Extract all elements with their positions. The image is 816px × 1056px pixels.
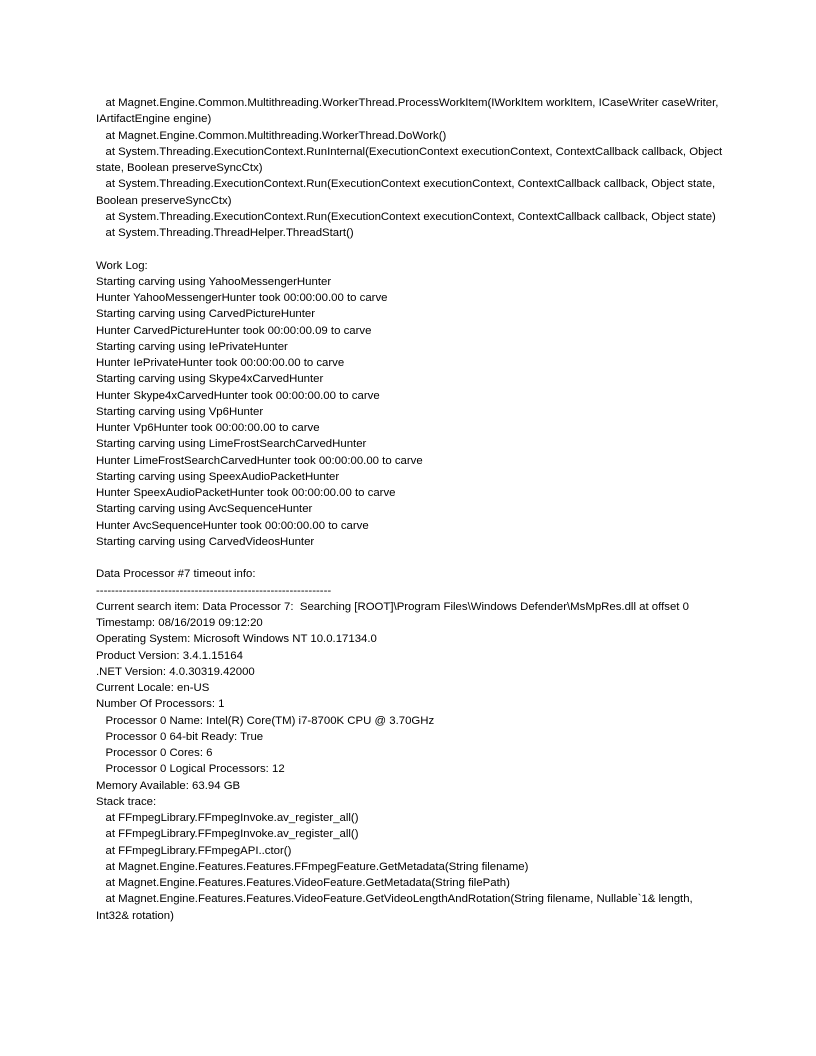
info-line: Stack trace:	[96, 795, 157, 808]
stack-line: at System.Threading.ExecutionContext.RunInternal(ExecutionContext executionContext, ContextCallback callback, Object state, Boolean preserveSyncCtx)	[96, 145, 726, 174]
info-line: Number Of Processors: 1	[96, 698, 225, 711]
blank-line	[96, 550, 724, 566]
work-log-line: Starting carving using Skype4xCarvedHunter	[96, 373, 324, 386]
info-line: Current search item: Data Processor 7: Searching [ROOT]\Program Files\Windows Defender\MsMpRes.dll at offset 0	[96, 600, 689, 613]
work-log-line: Hunter IePrivateHunter took 00:00:00.00 to carve	[96, 357, 345, 369]
info-line: at FFmpegLibrary.FFmpegAPI..ctor()	[96, 844, 292, 857]
log-document	[96, 95, 724, 924]
work-log-line: Starting carving using CarvedVideosHunter	[96, 535, 315, 548]
work-log-line: Hunter Skype4xCarvedHunter took 00:00:00.00 to carve	[96, 389, 380, 402]
stack-line: at System.Threading.ExecutionContext.Run(ExecutionContext executionContext, ContextCallback callback, Object state)	[96, 210, 716, 223]
work-log-line: Starting carving using Vp6Hunter	[96, 405, 264, 418]
work-log-line: Starting carving using IePrivateHunter	[96, 340, 288, 353]
stack-line: at Magnet.Engine.Common.Multithreading.WorkerThread.DoWork()	[96, 129, 447, 142]
info-line: at Magnet.Engine.Features.Features.FFmpegFeature.GetMetadata(String filename)	[96, 860, 529, 873]
stack-line: at System.Threading.ExecutionContext.Run(ExecutionContext executionContext, ContextCallback callback, Object state, Boolean preserveSyncCtx)	[96, 178, 719, 207]
info-line: Operating System: Microsoft Windows NT 10.0.17134.0	[96, 633, 377, 646]
work-log-line: Hunter YahooMessengerHunter took 00:00:00.00 to carve	[96, 292, 388, 304]
work-log-line: Hunter LimeFrostSearchCarvedHunter took 00:00:00.00 to carve	[96, 454, 423, 467]
timeout-info-section	[96, 566, 724, 924]
info-line: Timestamp: 08/16/2019 09:12:20	[96, 617, 263, 629]
info-line: at Magnet.Engine.Features.Features.VideoFeature.GetMetadata(String filePath)	[96, 877, 510, 889]
work-log-heading: Work Log:	[96, 259, 148, 272]
info-line: Processor 0 Logical Processors: 12	[96, 763, 285, 776]
separator-line: --------------------------------------------------------------	[96, 584, 332, 597]
work-log-line: Starting carving using AvcSequenceHunter	[96, 503, 313, 516]
work-log-line: Hunter CarvedPictureHunter took 00:00:00.09 to carve	[96, 324, 372, 337]
info-line: at FFmpegLibrary.FFmpegInvoke.av_register_all()	[96, 812, 359, 824]
work-log-line: Starting carving using CarvedPictureHunter	[96, 308, 316, 321]
info-line: Memory Available: 63.94 GB	[96, 779, 241, 792]
info-line: Processor 0 Cores: 6	[96, 747, 213, 759]
stack-line: at Magnet.Engine.Common.Multithreading.WorkerThread.ProcessWorkItem(IWorkItem workItem, ICaseWriter caseWriter, IArtifactEngine engine)	[96, 97, 722, 126]
info-line: at FFmpegLibrary.FFmpegInvoke.av_register_all()	[96, 828, 359, 841]
work-log-line: Hunter AvcSequenceHunter took 00:00:00.00 to carve	[96, 519, 369, 532]
info-line: Product Version: 3.4.1.15164	[96, 649, 243, 662]
timeout-info-heading: Data Processor #7 timeout info:	[96, 568, 256, 581]
work-log-line: Starting carving using LimeFrostSearchCarvedHunter	[96, 438, 367, 451]
info-line: .NET Version: 4.0.30319.42000	[96, 665, 255, 678]
blank-line	[96, 241, 724, 257]
info-line: Current Locale: en-US	[96, 682, 210, 694]
work-log-line: Hunter Vp6Hunter took 00:00:00.00 to carve	[96, 422, 320, 434]
stack-trace-top	[96, 95, 724, 241]
info-line: Processor 0 64-bit Ready: True	[96, 730, 264, 743]
work-log-line: Starting carving using SpeexAudioPacketHunter	[96, 470, 340, 483]
work-log-line: Starting carving using YahooMessengerHunter	[96, 275, 332, 288]
work-log-section	[96, 258, 724, 551]
info-line: Processor 0 Name: Intel(R) Core(TM) i7-8700K CPU @ 3.70GHz	[96, 714, 435, 727]
stack-line: at System.Threading.ThreadHelper.ThreadStart()	[96, 227, 354, 239]
work-log-line: Hunter SpeexAudioPacketHunter took 00:00:00.00 to carve	[96, 487, 396, 499]
info-line: at Magnet.Engine.Features.Features.VideoFeature.GetVideoLengthAndRotation(String filename, Nullable`1& length, Int32& rotation)	[96, 893, 696, 922]
